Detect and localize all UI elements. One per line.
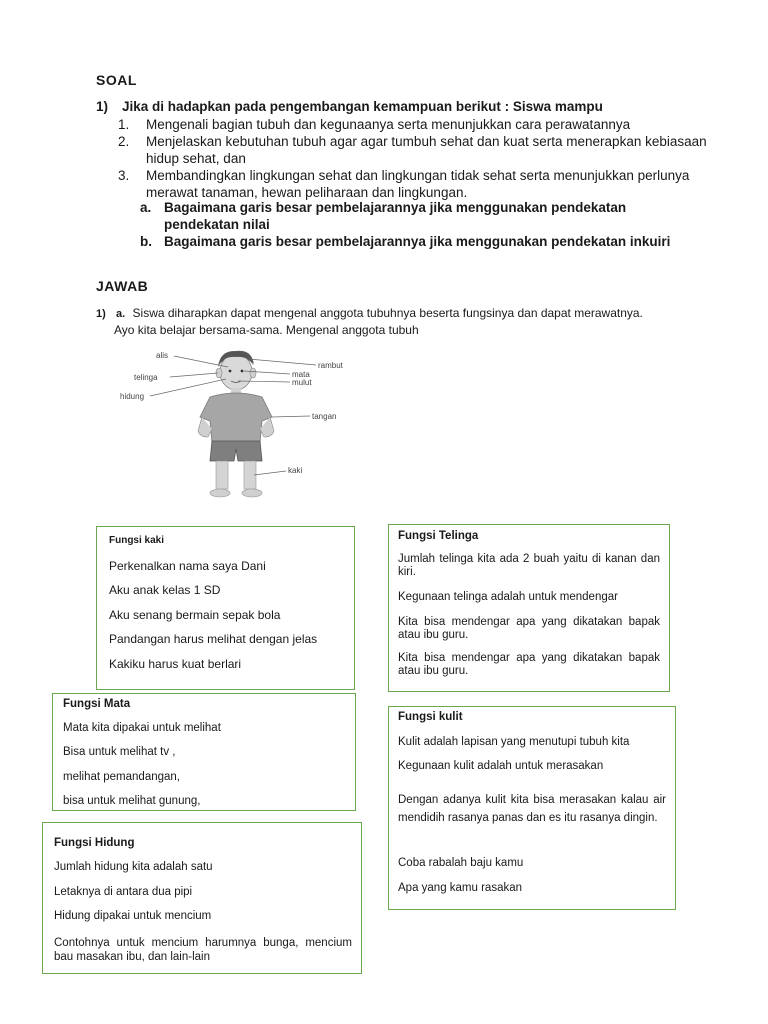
answer-number: 1) [96, 308, 106, 320]
label-tangan: tangan [312, 412, 337, 421]
box-line: Kita bisa mendengar apa yang dikatakan bapak atau ibu guru. [398, 616, 660, 641]
box-line: Aku anak kelas 1 SD [109, 583, 221, 597]
box-line: Kegunaan telinga adalah untuk mendengar [398, 591, 618, 603]
box-title: Fungsi Mata [63, 698, 131, 710]
list-item [118, 167, 708, 201]
box-line: melihat pemandangan, [63, 771, 180, 783]
box-fungsi-hidung [42, 822, 362, 974]
box-line: bisa untuk melihat gunung, [63, 795, 201, 807]
sub-question [140, 199, 700, 233]
box-line: Mata kita dipakai untuk melihat [63, 722, 221, 734]
label-mulut: mulut [292, 378, 312, 387]
answer-line-1: Siswa diharapkan dapat mengenal anggota tubuhnya beserta fungsinya dan dapat merawatnya. [132, 306, 643, 320]
list-item-text: Membandingkan lingkungan sehat dan lingkungan tidak sehat serta menunjukkan perlunya merawat tanaman, hewan peliharaan dan lingkungan. [146, 168, 690, 200]
question-1-text: Jika di hadapkan pada pengembangan kemampuan berikut : Siswa mampu [122, 99, 603, 114]
box-title: Fungsi kaki [109, 535, 165, 546]
box-fungsi-telinga [388, 524, 670, 692]
label-alis: alis [156, 351, 169, 360]
question-1 [96, 99, 603, 114]
box-title: Fungsi kulit [398, 711, 463, 723]
sub-question [140, 233, 700, 250]
sub-question-letter: b. [140, 234, 152, 249]
box-line: Pandangan harus melihat dengan jelas [109, 632, 318, 646]
label-hidung: hidung [120, 392, 145, 401]
box-line: Bisa untuk melihat tv , [63, 746, 176, 758]
list-item-number: 1. [118, 117, 130, 132]
question-list [118, 116, 708, 201]
body-parts-figure [120, 345, 370, 505]
box-line: Coba rabalah baju kamu [398, 857, 524, 869]
list-item-text: Menjelaskan kebutuhan tubuh agar agar tumbuh sehat dan kuat serta menerapkan kebiasaan hidup sehat, dan [146, 134, 707, 166]
answer-intro [96, 305, 706, 338]
box-title: Fungsi Telinga [398, 530, 479, 542]
list-item-text: Mengenali bagian tubuh dan kegunaanya serta menunjukkan cara perawatannya [146, 117, 631, 132]
list-item [118, 133, 708, 167]
box-line: Dengan adanya kulit kita bisa merasakan kalau air mendidih rasanya panas dan es itu rasanya dingin. [398, 794, 666, 824]
box-line: Kakiku harus kuat berlari [109, 657, 242, 671]
list-item-number: 2. [118, 134, 130, 149]
box-line: Hidung dipakai untuk mencium [54, 910, 212, 922]
box-line: Aku senang bermain sepak bola [109, 608, 281, 622]
box-line: Letaknya di antara dua pipi [54, 886, 193, 898]
sub-question-list [140, 199, 700, 250]
label-kaki: kaki [288, 466, 303, 475]
label-rambut: rambut [318, 361, 343, 370]
box-line: Jumlah telinga kita ada 2 buah yaitu di kanan dan kiri. [398, 553, 660, 578]
child-illustration [198, 351, 274, 497]
box-line: Contohnya untuk mencium harumnya bunga, mencium bau masakan ibu, dan lain-lain [54, 937, 352, 963]
box-fungsi-kulit [388, 706, 676, 910]
box-line: Kulit adalah lapisan yang menutupi tubuh kita [398, 736, 630, 748]
box-fungsi-mata [52, 693, 356, 811]
sub-question-text: Bagaimana garis besar pembelajarannya jika menggunakan pendekatan pendekatan nilai [164, 200, 627, 232]
box-title: Fungsi Hidung [54, 837, 135, 849]
box-line: Apa yang kamu rasakan [398, 882, 523, 894]
list-item-number: 3. [118, 168, 130, 183]
box-line: Kegunaan kulit adalah untuk merasakan [398, 760, 604, 772]
soal-heading: SOAL [96, 72, 137, 88]
sub-question-text: Bagaimana garis besar pembelajarannya jika menggunakan pendekatan inkuiri [164, 234, 671, 249]
jawab-heading: JAWAB [96, 278, 149, 294]
sub-question-letter: a. [140, 200, 152, 215]
question-1-number: 1) [96, 99, 109, 114]
box-line: Perkenalkan nama saya Dani [109, 559, 266, 573]
label-telinga: telinga [134, 373, 158, 382]
answer-letter: a. [116, 308, 126, 320]
box-fungsi-kaki [96, 526, 355, 690]
list-item [118, 116, 708, 133]
box-line: Kita bisa mendengar apa yang dikatakan bapak atau ibu guru. [398, 652, 660, 677]
answer-line-2: Ayo kita belajar bersama-sama. Mengenal anggota tubuh [114, 323, 419, 337]
label-mata: mata [292, 370, 310, 379]
box-line: Jumlah hidung kita adalah satu [54, 861, 213, 873]
